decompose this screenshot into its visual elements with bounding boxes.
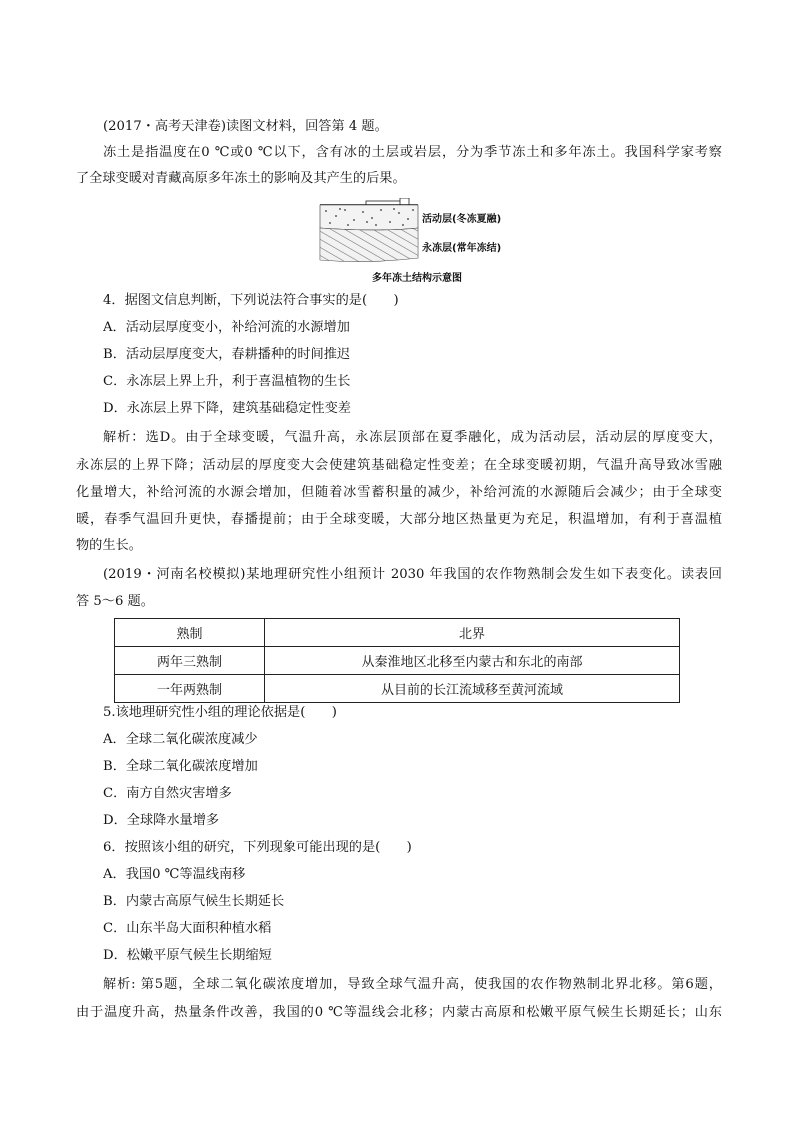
- q6-option-a: A．我国0 ℃等温线南移: [103, 867, 246, 882]
- q4-analysis-line: 化量增大，补给河流的水源会增加，但随着冰雪蓄积量的减少，补给河流的水源随后会减少；由于全球变: [76, 485, 722, 500]
- q5-option-d: D．全球降水量增多: [103, 813, 220, 828]
- q6-option-d: D．松嫩平原气候生长期缩短: [103, 948, 272, 963]
- q4-stem: 4．据图文信息判断，下列说法符合事实的是( ): [103, 293, 399, 308]
- q4-material-line: 了全球变暖对青藏高原多年冻土的影响及其产生的后果。: [76, 171, 406, 186]
- q56-analysis-line: 由于温度升高，热量条件改善，我国的0 ℃等温线会北移；内蒙古高原和松嫩平原气候生长期延长；山东: [76, 1005, 722, 1020]
- cropping-system-table: [114, 618, 680, 703]
- permafrost-layer-label: 永冻层(常年冻结): [422, 243, 502, 254]
- building-shape: [400, 198, 409, 205]
- q5-option-c: C．南方自然灾害增多: [103, 786, 232, 801]
- table-cell: 从目前的长江流域移至黄河流域: [265, 675, 680, 703]
- q56-intro-line: 答 5～6 题。: [76, 594, 154, 609]
- q4-option-b: B．活动层厚度变大，春耕播种的时间推迟: [103, 347, 351, 362]
- table-header-row: [115, 619, 680, 647]
- q6-option-c: C．山东半岛大面积种植水稻: [103, 921, 272, 936]
- table-row: [115, 647, 680, 675]
- active-layer-label: 活动层(冬冻夏融): [422, 214, 502, 225]
- q4-option-a: A．活动层厚度变小，补给河流的水源增加: [103, 320, 350, 335]
- table-header-cell: 熟制: [115, 619, 265, 647]
- table-row: [115, 675, 680, 703]
- q4-option-c: C．永冻层上界上升，利于喜温植物的生长: [103, 374, 351, 389]
- permafrost-structure-diagram: [318, 198, 508, 268]
- q5-stem: 5.该地理研究性小组的理论依据是( ): [103, 705, 337, 720]
- q56-intro-line: (2019・河南名校模拟)某地理研究性小组预计 2030 年我国的农作物熟制会发生如下表变化。读表回: [103, 567, 722, 582]
- table-cell: 从秦淮地区北移至内蒙古和东北的南部: [265, 647, 680, 675]
- table-cell: 一年两熟制: [115, 675, 265, 703]
- q4-source: (2017・高考天津卷)读图文材料，回答第 4 题。: [103, 119, 388, 134]
- table-cell: 两年三熟制: [115, 647, 265, 675]
- q6-stem: 6．按照该小组的研究，下列现象可能出现的是( ): [103, 840, 412, 855]
- q5-option-b: B．全球二氧化碳浓度增加: [103, 759, 258, 774]
- q56-analysis-line: 解析: 第5题，全球二氧化碳浓度增加，导致全球气温升高，使我国的农作物熟制北界北移。第6题，: [103, 977, 722, 992]
- active-layer: [320, 205, 418, 230]
- table-header-cell: 北界: [265, 619, 680, 647]
- figure-caption: 多年冻土结构示意图: [372, 273, 462, 284]
- q4-analysis-line: 暖，春季气温回升更快，春播提前；由于全球变暖，大部分地区热量更为充足，积温增加，有利于喜温植: [76, 512, 722, 527]
- q6-option-b: B．内蒙古高原气候生长期延长: [103, 894, 285, 909]
- q4-analysis-line: 解析：选D。由于全球变暖，气温升高，永冻层顶部在夏季融化，成为活动层，活动层的厚度变大，: [103, 430, 722, 445]
- q5-option-a: A．全球二氧化碳浓度减少: [103, 732, 258, 747]
- q4-analysis-line: 物的生长。: [76, 538, 142, 553]
- q4-analysis-line: 永冻层的上界下降；活动层的厚度变大会使建筑基础稳定性变差；在全球变暖初期，气温升高导致冰雪融: [76, 458, 722, 473]
- q4-option-d: D．永冻层上界下降，建筑基础稳定性变差: [103, 401, 351, 416]
- q4-material-line: 冻土是指温度在0 ℃或0 ℃以下，含有冰的土层或岩层，分为季节冻土和多年冻土。我国科学家考察: [103, 145, 722, 160]
